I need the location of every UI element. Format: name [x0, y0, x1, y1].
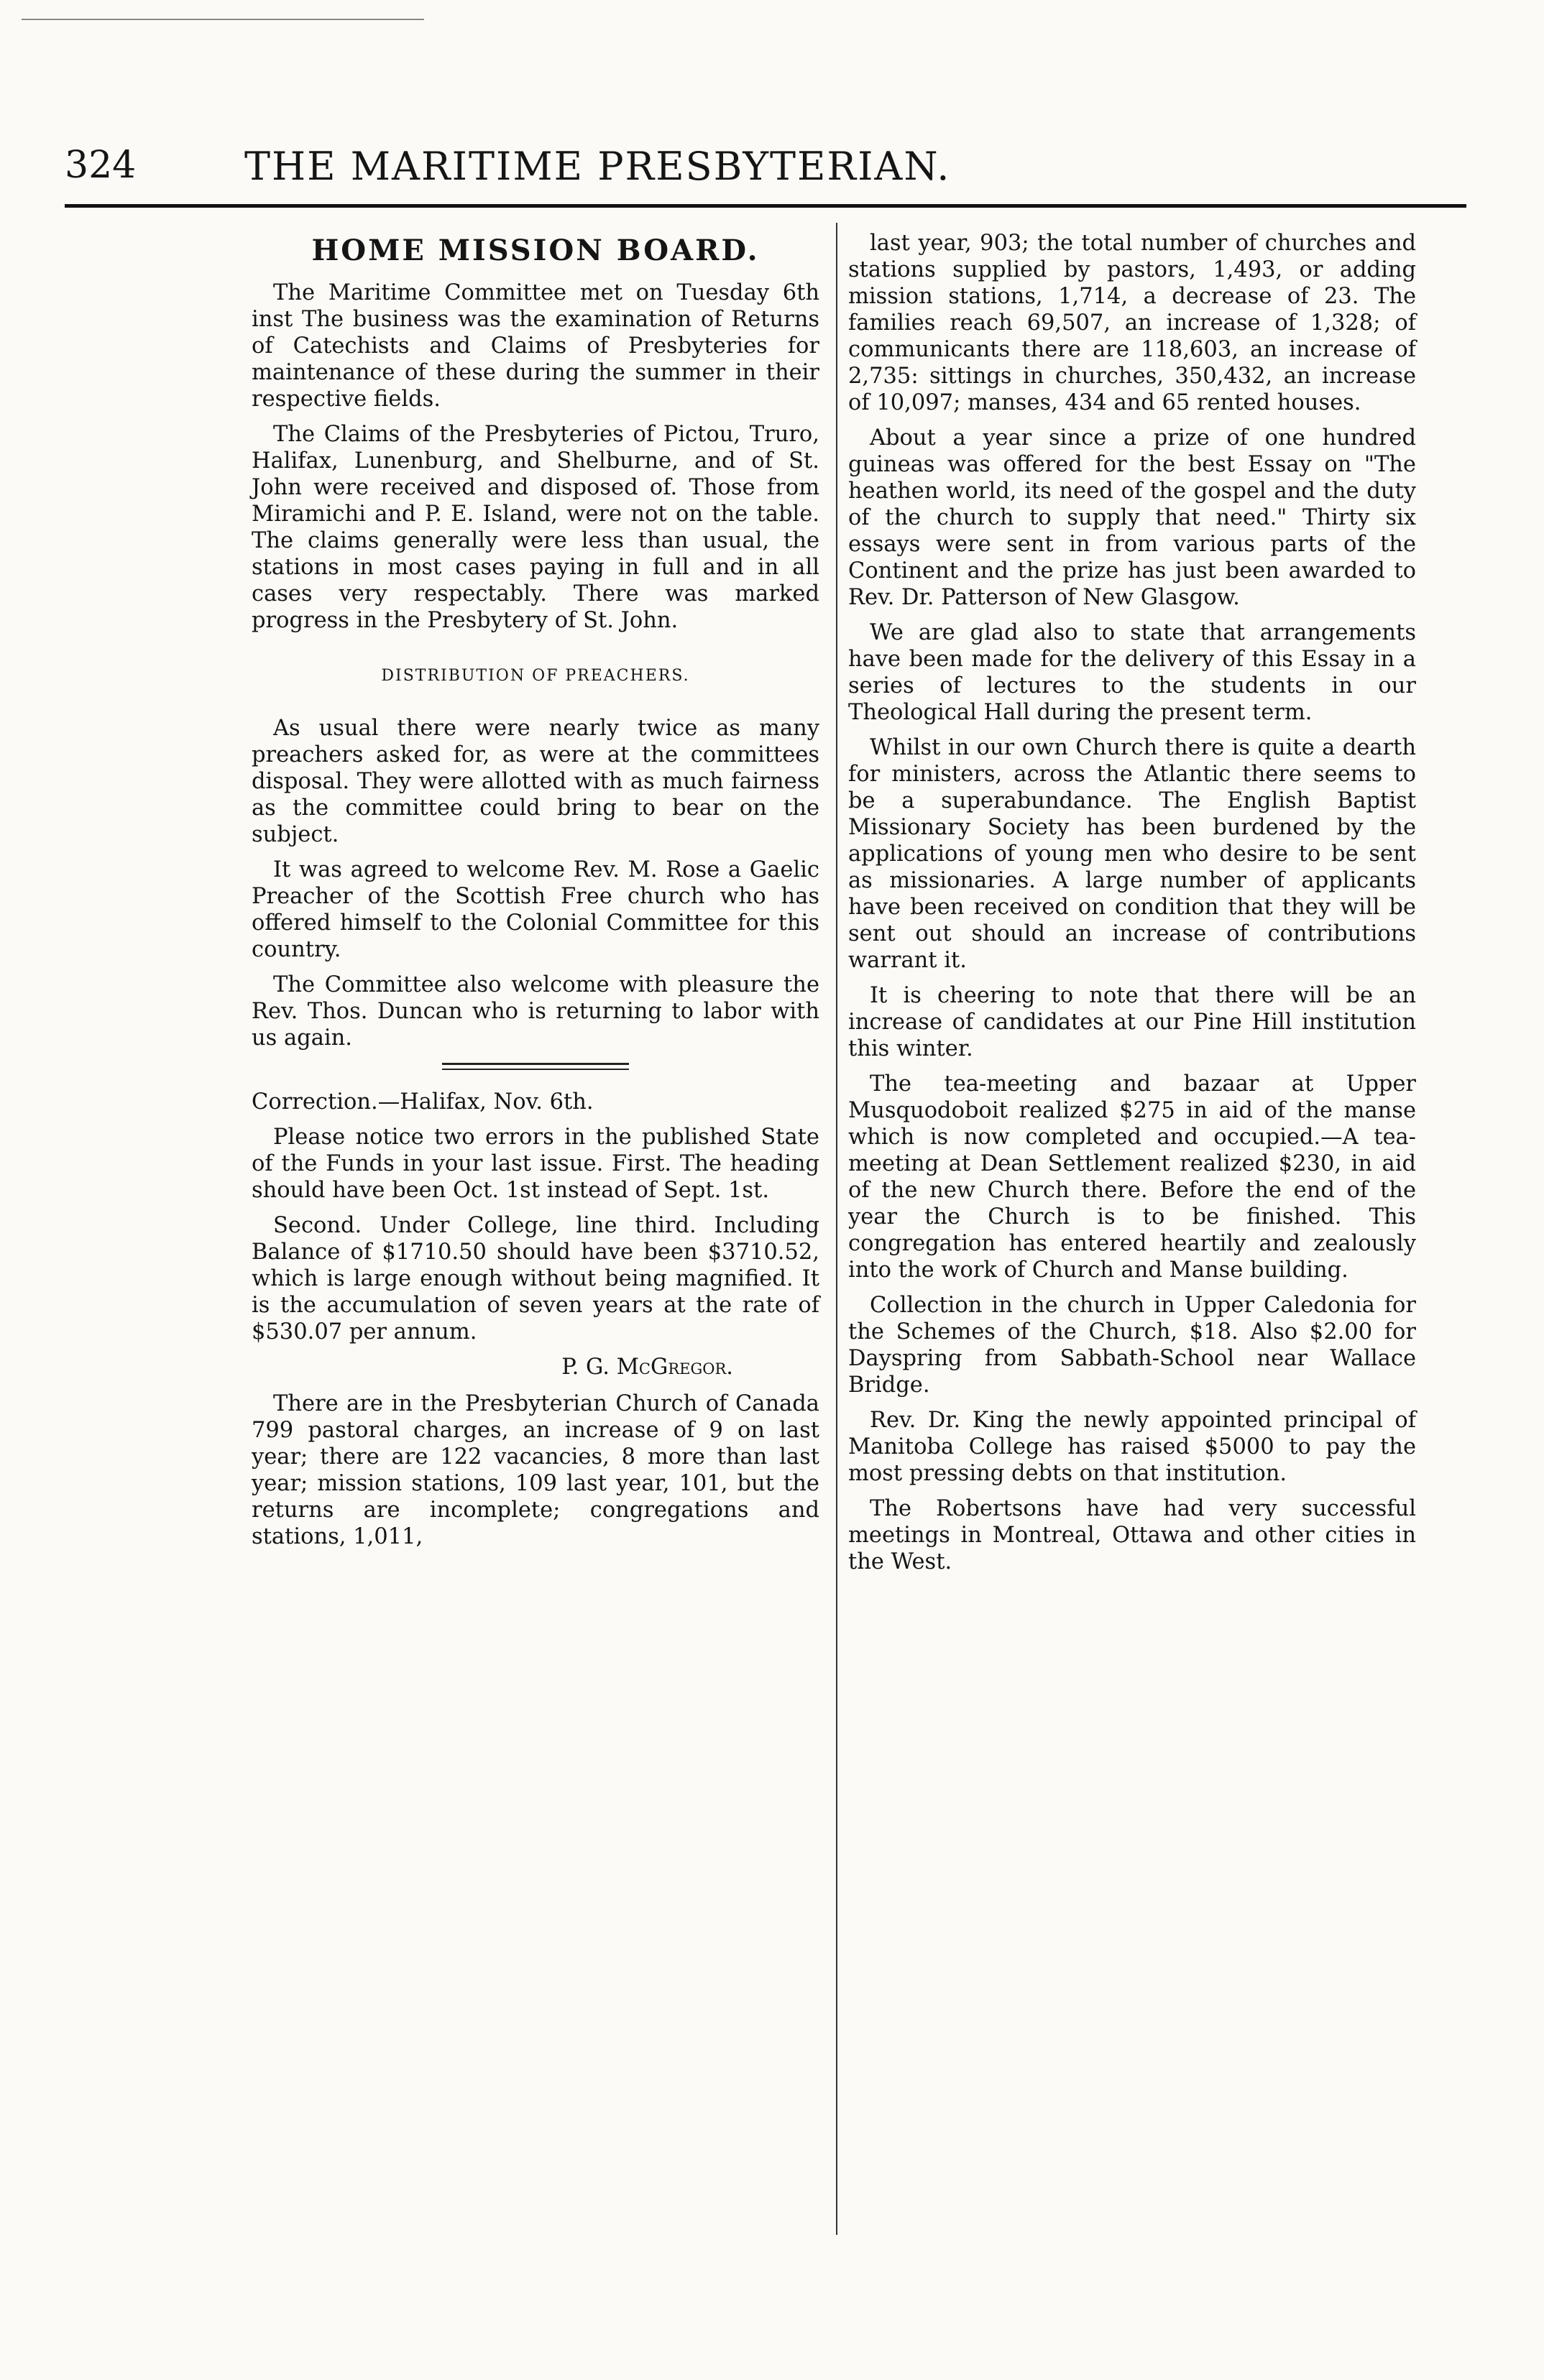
- paragraph: Please notice two errors in the published State of the Funds in your last issue. First. The heading should have been Oct. 1st instead of Sept. 1st.: [252, 1125, 819, 1203]
- paragraph: About a year since a prize of one hundred guineas was offered for the best Essay on "The heathen world, its need of the gospel and the duty of the church to supply that need." Thirty six essays were sent in from various parts of the Continent and the prize has just been awarded to Rev. Dr. Patterson of New Glasgow.: [848, 425, 1416, 610]
- page-number: 324: [65, 144, 137, 187]
- paragraph: Collection in the church in Upper Caledonia for the Schemes of the Church, $18. Also $2.00 for Dayspring from Sabbath-School near Wallace Bridge.: [848, 1293, 1416, 1398]
- section-title: HOME MISSION BOARD.: [311, 234, 760, 267]
- paragraph: The Committee also welcome with pleasure the Rev. Thos. Duncan who is returning to labor with us again.: [252, 972, 819, 1051]
- right-column: [848, 230, 1416, 1584]
- paragraph: last year, 903; the total number of churches and stations supplied by pastors, 1,493, or adding mission stations, 1,714, a decrease of 23. The families reach 69,507, an increase of 1,328; of communicants there are 118,603, an increase of 2,735: sittings in churches, 350,432, an increase of 10,097; manses, 434 and 65 rented houses.: [848, 231, 1416, 415]
- correction-heading: Correction.—Halifax, Nov. 6th.: [252, 1089, 594, 1115]
- paragraph: We are glad also to state that arrangements have been made for the delivery of this Essay in a series of lectures to the students in our Theological Hall during the present term.: [848, 620, 1416, 725]
- paragraph: The Robertsons have had very successful meetings in Montreal, Ottawa and other cities in the West.: [848, 1496, 1416, 1574]
- top-scan-rule: [22, 19, 424, 20]
- paragraph: The Maritime Committee met on Tuesday 6th inst The business was the examination of Returns of Catechists and Claims of Presbyteries for maintenance of these during the summer in their respective fields.: [252, 280, 819, 412]
- paragraph: The tea-meeting and bazaar at Upper Musquodoboit realized $275 in aid of the manse which is now completed and occupied.—A tea-meeting at Dean Settlement realized $230, in aid of the new Church there. Before the end of the year the Church is to be finished. This congregation has entered heartily and zealously into the work of Church and Manse building.: [848, 1071, 1416, 1283]
- subheading: DISTRIBUTION OF PREACHERS.: [381, 667, 690, 685]
- paragraph: It was agreed to welcome Rev. M. Rose a Gaelic Preacher of the Scottish Free church who has offered himself to the Colonial Committee for this country.: [252, 857, 819, 962]
- column-divider: [836, 223, 837, 2235]
- paragraph: Second. Under College, line third. Including Balance of $1710.50 should have been $3710.52, which is large enough without being magnified. It is the accumulation of seven years at the rate of $530.07 per annum.: [252, 1213, 819, 1344]
- section-divider: [442, 1063, 629, 1070]
- header-rule: [65, 204, 1466, 208]
- paragraph: The Claims of the Presbyteries of Pictou, Truro, Halifax, Lunenburg, and Shelburne, and of St. John were received and disposed of. Those from Miramichi and P. E. Island, were not on the table. The claims generally were less than usual, the stations in most cases paying in full and in all cases very respectably. There was marked progress in the Presbytery of St. John.: [252, 422, 819, 633]
- paragraph: Rev. Dr. King the newly appointed principal of Manitoba College has raised $5000 to pay the most pressing debts on that institution.: [848, 1408, 1416, 1486]
- signature: P. G. McGregor.: [561, 1355, 733, 1380]
- page-header: [65, 144, 1466, 201]
- left-column: [252, 230, 819, 1559]
- paragraph: It is cheering to note that there will be an increase of candidates at our Pine Hill institution this winter.: [848, 983, 1416, 1061]
- running-title: THE MARITIME PRESBYTERIAN.: [244, 144, 951, 189]
- paragraph: There are in the Presbyterian Church of Canada 799 pastoral charges, an increase of 9 on last year; there are 122 vacancies, 8 more than last year; mission stations, 109 last year, 101, but the returns are incomplete; congregations and stations, 1,011,: [252, 1391, 819, 1549]
- paragraph: Whilst in our own Church there is quite a dearth for ministers, across the Atlantic there seems to be a superabundance. The English Baptist Missionary Society has been burdened by the applications of young men who desire to be sent as missionaries. A large number of applicants have been received on condition that they will be sent out should an increase of contributions warrant it.: [848, 735, 1416, 973]
- paragraph: As usual there were nearly twice as many preachers asked for, as were at the committees disposal. They were allotted with as much fairness as the committee could bring to bear on the subject.: [252, 716, 819, 847]
